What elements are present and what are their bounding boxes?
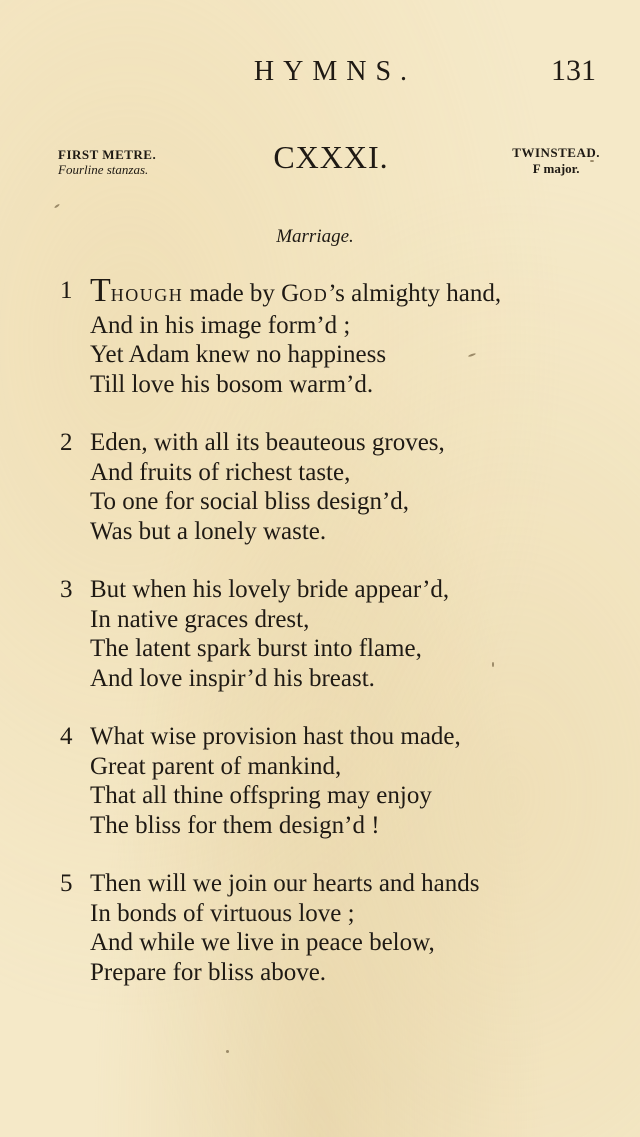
- verse-line: But when his lovely bride appear’d,: [90, 576, 450, 603]
- verse-line: Till love his bosom warm’d.: [90, 370, 374, 398]
- verse-line: Great parent of mankind,: [90, 752, 342, 780]
- stanza-number: 5: [60, 870, 73, 897]
- verse-line: Eden, with all its beauteous groves,: [90, 429, 445, 456]
- tune-label: TWINSTEAD.: [512, 145, 600, 160]
- verse-line: Then will we join our hearts and hands: [90, 870, 480, 897]
- verse-line: [58, 272, 618, 311]
- metre-label: FIRST METRE.: [58, 147, 157, 162]
- paper-speck: [226, 1050, 229, 1053]
- stanza-1: [58, 272, 618, 399]
- stanza-2: [58, 428, 618, 546]
- verse-line: That all thine offspring may enjoy: [90, 782, 432, 809]
- paper-speck: [590, 160, 594, 162]
- verse-line: And while we live in peace below,: [90, 929, 435, 956]
- verse-line: The latent spark burst into flame,: [90, 635, 422, 662]
- verse-line: In bonds of virtuous love ;: [90, 899, 355, 927]
- paper-speck: [54, 203, 60, 208]
- stanza-number: 2: [60, 429, 73, 456]
- stanza-3: [58, 575, 618, 693]
- verse-text: ’s almighty hand,: [328, 280, 502, 307]
- verse-line: To one for social bliss design’d,: [90, 488, 410, 515]
- stanza-5: [58, 869, 618, 987]
- tune-info: [512, 145, 600, 177]
- stanza-4: [58, 722, 618, 840]
- verse-line: Yet Adam knew no happiness: [90, 341, 387, 368]
- stanza-number: 3: [60, 576, 73, 603]
- verse-line: What wise provision hast thou made,: [90, 723, 461, 750]
- hymn-number: CXXXI.: [273, 139, 389, 175]
- stanza-form-label: Fourline stanzas.: [58, 162, 149, 177]
- verse-line: And in his image form’d ;: [90, 311, 351, 339]
- running-title: HYMNS.: [253, 56, 417, 87]
- verse-line: The bliss for them design’d !: [90, 811, 380, 839]
- key-label: F major.: [532, 161, 580, 176]
- god-initial: G: [281, 280, 300, 307]
- verse-line: Was but a lonely waste.: [90, 517, 327, 545]
- god-small-caps: OD: [299, 285, 329, 305]
- verse-line: In native graces drest,: [90, 605, 310, 633]
- stanza-number: 4: [60, 723, 73, 750]
- verse-line: And fruits of richest taste,: [90, 458, 351, 486]
- verse-line: And love inspir’d his breast.: [90, 664, 375, 692]
- paper-speck: [492, 662, 494, 667]
- page-number: 131: [551, 54, 596, 87]
- verse-text: made by: [183, 280, 282, 307]
- hymn-text: [58, 272, 618, 1016]
- stanza-number: 1: [60, 277, 73, 304]
- small-caps-word: HOUGH: [110, 285, 184, 305]
- hymn-subject: Marriage.: [276, 226, 354, 247]
- drop-capital: T: [90, 272, 111, 309]
- verse-line: Prepare for bliss above.: [90, 958, 327, 986]
